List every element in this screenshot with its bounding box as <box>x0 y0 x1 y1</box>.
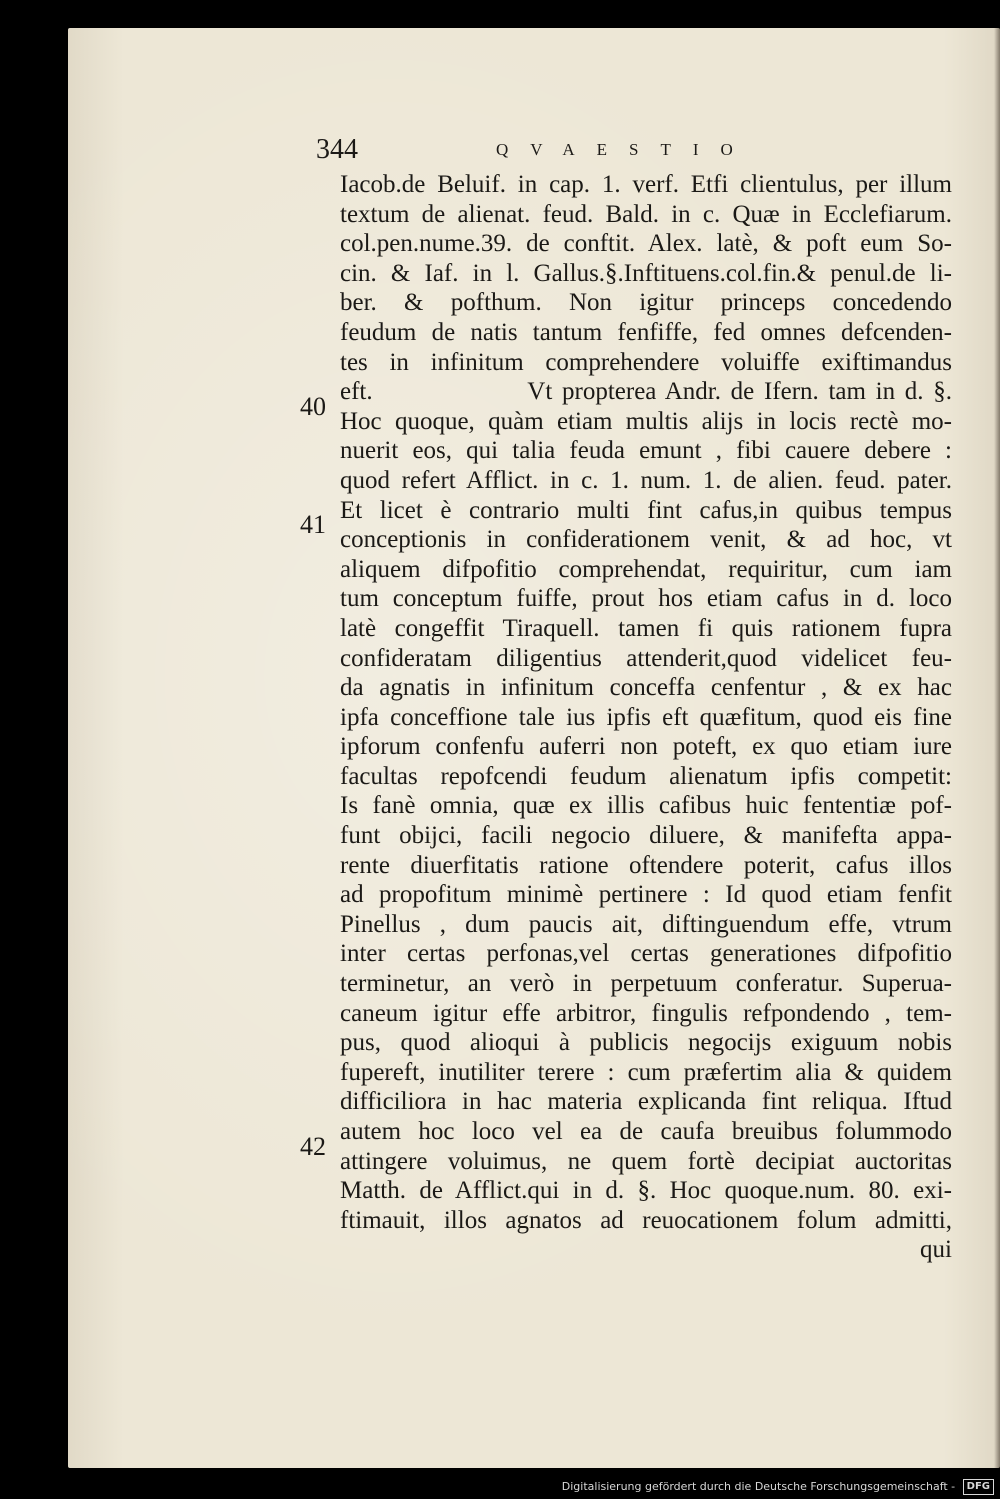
text-line: Is fanè omnia, quæ ex illis cafibus huic fententiæ pof- <box>340 792 952 820</box>
text-line: latè congeffit Tiraquell. tamen fi quis rationem fupra <box>340 614 952 642</box>
text-line: fupereft, inutiliter terere : cum præfertim alia & quidem <box>340 1058 952 1086</box>
text-line: Hoc quoque, quàm etiam multis alijs in locis rectè mo- <box>340 407 952 435</box>
text-line: nuerit eos, qui talia feuda emunt , fibi cauere debere : <box>340 437 952 465</box>
text-line: facultas repofcendi feudum alienatum ipfis competit: <box>340 762 952 790</box>
text-line: Iacob.de Beluif. in cap. 1. verf. Etfi clientulus, per illum <box>340 171 952 198</box>
text-line: difficiliora in hac materia explicanda fint reliqua. Iftud <box>340 1088 952 1116</box>
text-line: cin. & Iaf. in l. Gallus.§.Inftituens.col.fin.& penul.de li- <box>340 259 952 287</box>
page-header <box>316 134 916 174</box>
text-line: pus, quod alioqui à publicis negocijs exiguum nobis <box>340 1029 952 1057</box>
text-line: da agnatis in infinitum conceffa cenfentur , & ex hac <box>340 674 952 702</box>
text-line: conceptionis in confiderationem venit, & ad hoc, vt <box>340 526 952 554</box>
text-line: caneum igitur effe arbitror, fingulis refpondendo , tem- <box>340 999 952 1027</box>
running-head: QVAESTIO <box>496 140 755 159</box>
text-line: aliquem difpofitio comprehendat, requiritur, cum iam <box>340 555 952 583</box>
text-line: ber. & pofthum. Non igitur princeps concedendo <box>340 289 952 317</box>
text-line: col.pen.nume.39. de conftit. Alex. latè, & poft eum So- <box>340 230 952 258</box>
text-line: ipfa conceffione tale ius ipfis eft quæfitum, quod eis fine <box>340 703 952 731</box>
text-line: attingere voluimus, ne quem fortè decipiat auctoritas <box>340 1147 952 1175</box>
text-line: rente diuerfitatis ratione oftendere poterit, cafus illos <box>340 851 952 879</box>
body-text <box>340 170 952 1265</box>
text-line: ftimauit, illos agnatos ad reuocationem folum admitti, <box>340 1206 952 1234</box>
text-line: inter certas perfonas,vel certas generationes difpofitio <box>340 940 952 968</box>
text-line: textum de alienat. feud. Bald. in c. Quæ in Ecclefiarum. <box>340 200 952 228</box>
text-line: Et licet è contrario multi fint cafus,in quibus tempus <box>340 496 952 524</box>
text-line: Matth. de Afflict.qui in d. §. Hoc quoque.num. 80. exi- <box>340 1177 952 1205</box>
margin-number: 40 <box>300 392 326 421</box>
text-line: tes in infinitum comprehendere voluiffe exiftimandus <box>340 348 952 376</box>
text-line: ipforum confenfu auferri non poteft, ex quo etiam iure <box>340 733 952 761</box>
text-line: Pinellus , dum paucis ait, diftinguendum effe, vtrum <box>340 910 952 938</box>
text-line: confideratam diligentius attenderit,quod videlicet feu- <box>340 644 952 672</box>
text-line: ad propofitum minimè pertinere : Id quod etiam fenfit <box>340 881 952 909</box>
text-line: eft. Vt propterea Andr. de Ifern. tam in d. §. <box>340 378 952 406</box>
text-line: quod refert Afflict. in c. 1. num. 1. de alien. feud. pater. <box>340 466 952 494</box>
dfg-logo: DFG <box>963 1479 994 1495</box>
margin-number: 42 <box>300 1132 326 1161</box>
margin-number: 41 <box>300 510 326 539</box>
page-number: 344 <box>316 134 358 165</box>
text-line: funt obijci, facili negocio diluere, & manifefta appa- <box>340 822 952 850</box>
catchword: qui <box>920 1236 952 1264</box>
digitization-credit <box>0 1476 994 1498</box>
text-line: autem hoc loco vel ea de caufa breuibus folummodo <box>340 1118 952 1145</box>
text-line: tum conceptum fuiffe, prout hos etiam cafus in d. loco <box>340 585 952 613</box>
credit-text: Digitalisierung gefördert durch die Deutsche Forschungsgemeinschaft - <box>561 1480 956 1493</box>
text-line: terminetur, an verò in perpetuum conferatur. Superua- <box>340 970 952 998</box>
page-edge-shadow <box>994 28 1000 1468</box>
text-line: feudum de natis tantum fenfiffe, fed omnes defcenden- <box>340 318 952 346</box>
